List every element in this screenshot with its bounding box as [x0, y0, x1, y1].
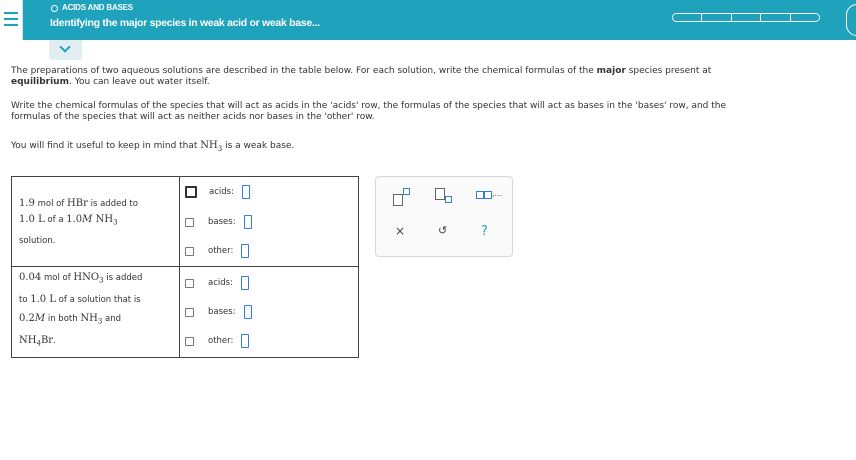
solution-1-description-line-2: 1.0 L of a 1.0M $NH_3$ [19, 214, 118, 227]
row-divider [12, 266, 358, 267]
page-title: Identifying the major species in weak acid or weak base... [50, 17, 320, 29]
sequence-tool-icon[interactable]: ,... [476, 189, 506, 203]
chevron-down-icon [59, 41, 70, 52]
solution-2-acids-row[interactable]: acids: [185, 276, 249, 290]
solution-1-bases-row[interactable]: bases: [185, 215, 252, 229]
acids-checkbox[interactable] [185, 186, 197, 198]
progress-segment [761, 14, 790, 21]
clear-icon[interactable]: × [395, 224, 406, 238]
other-checkbox[interactable] [185, 247, 194, 256]
solution-1-description-line-3: solution. [19, 236, 56, 246]
menu-icon-line [4, 12, 18, 14]
other-answer-field[interactable] [241, 334, 249, 348]
bases-checkbox[interactable] [185, 218, 194, 227]
solution-2-description-line-2: to 1.0 L of a solution that is [19, 294, 141, 305]
solution-1-other-row[interactable]: other: [185, 244, 249, 258]
topic-circle-icon [51, 5, 58, 12]
progress-segment [732, 14, 761, 21]
menu-button[interactable] [0, 0, 23, 40]
progress-segment [702, 14, 731, 21]
expand-tab[interactable] [49, 40, 82, 60]
solution-2-other-row[interactable]: other: [185, 334, 249, 348]
hint-text: You will find it useful to keep in mind that $NH_3$ is a weak base. [11, 140, 295, 153]
progress-bar [672, 13, 820, 22]
column-divider [179, 177, 180, 357]
solution-2-description-line-3: 0.2M in both $NH_3$ and [19, 313, 121, 326]
progress-segment [791, 14, 819, 21]
acids-answer-field[interactable] [242, 185, 250, 199]
superscript-tool-icon[interactable] [393, 188, 411, 204]
subscript-tool-icon[interactable] [435, 188, 453, 204]
answer-toolbox [375, 176, 513, 257]
question-table [11, 176, 359, 358]
acids-checkbox[interactable] [185, 279, 194, 288]
intro-text: The preparations of two aqueous solutions are described in the table below. For each solution, write the chemical formulas of the major species present at equilibrium. You can leave out water itself. [11, 66, 712, 87]
right-edge-button[interactable] [846, 4, 856, 36]
solution-2-description-line-1: 0.04 mol of $HNO_3$ is added [19, 272, 143, 285]
other-checkbox[interactable] [185, 337, 194, 346]
solution-1-description-line-1: 1.9 mol of HBr is added to [19, 198, 138, 209]
instructions-text: Write the chemical formulas of the species that will act as acids in the 'acids' row, the formulas of the species that will act as bases in the 'bases' row, and the formulas of the species that will act as neither acids nor bases in the 'other' row. [11, 101, 727, 122]
bases-answer-field[interactable] [244, 305, 252, 319]
progress-segment [673, 14, 702, 21]
menu-icon-line [4, 18, 18, 20]
top-bar [0, 0, 856, 40]
other-answer-field[interactable] [241, 244, 249, 258]
menu-icon-line [4, 24, 18, 26]
solution-2-description-line-4: $NH_4Br$. [19, 335, 56, 348]
help-icon[interactable]: ? [481, 224, 488, 239]
topic-label: ACIDS AND BASES [62, 3, 133, 12]
solution-2-bases-row[interactable]: bases: [185, 305, 252, 319]
undo-icon[interactable]: ↺ [438, 224, 448, 237]
bases-checkbox[interactable] [185, 308, 194, 317]
acids-answer-field[interactable] [241, 276, 249, 290]
bases-answer-field[interactable] [244, 215, 252, 229]
solution-1-acids-row[interactable]: acids: [185, 185, 250, 199]
